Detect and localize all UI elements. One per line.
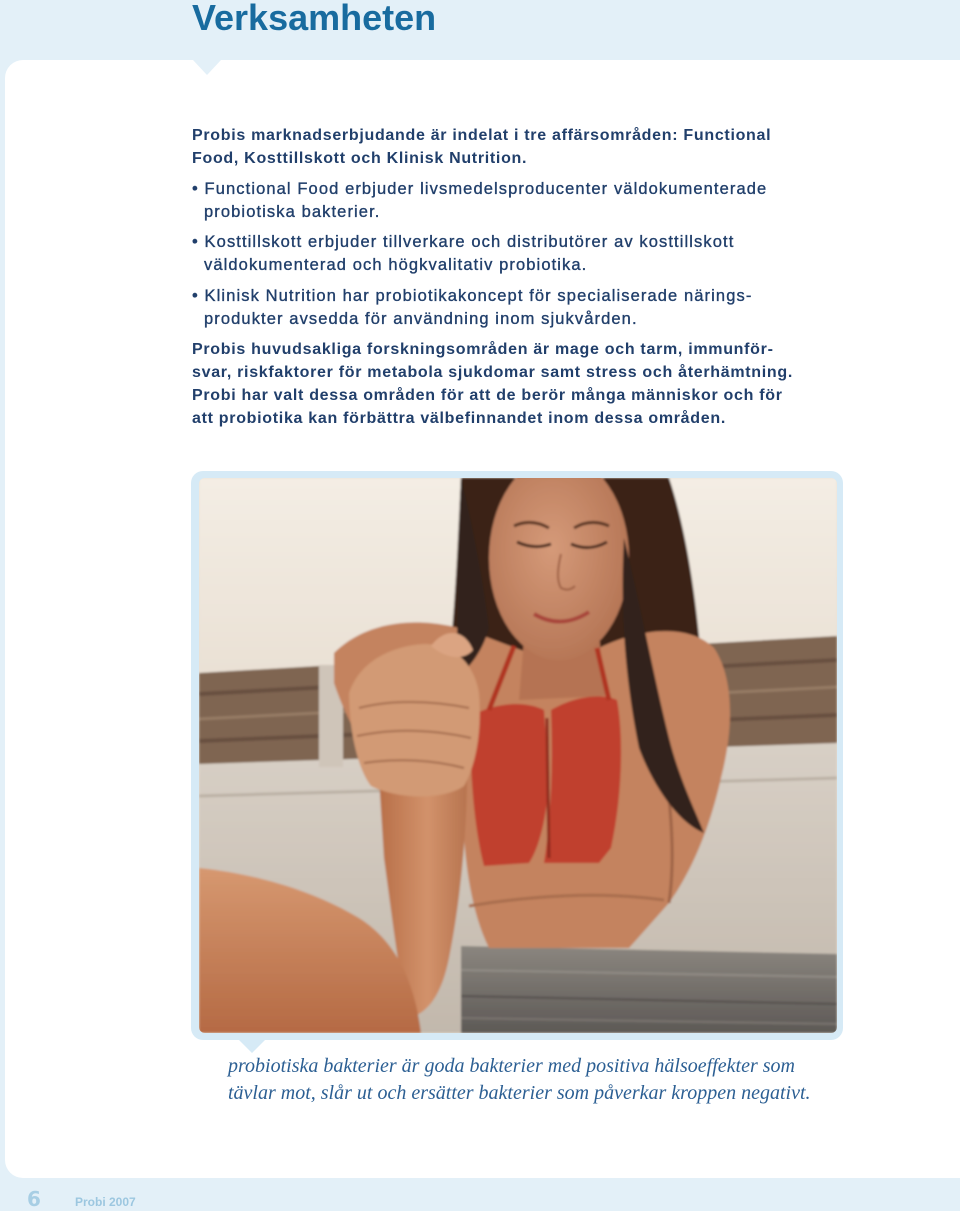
photo-table [461, 946, 837, 1033]
research-paragraph [192, 338, 793, 430]
page-number: 6 [27, 1187, 41, 1211]
text-line: svar, riskfaktorer för metabola sjukdomar samt stress och återhämtning. [192, 364, 794, 381]
text-line: produkter avsedda för användning inom sjukvården. [204, 309, 638, 328]
intro-paragraph [192, 124, 793, 170]
text-line: Probis huvudsakliga forskningsområden är mage och tarm, immunför- [192, 341, 774, 358]
caption-line: tävlar mot, slår ut och ersätter bakterier som påverkar kroppen negativt. [228, 1082, 811, 1104]
text-line: väldokumenterad och högkvalitativ probiotika. [204, 256, 588, 274]
body-text [192, 124, 793, 438]
caption-line: probiotiska bakterier är goda bakterier med positiva hälsoeffekter som [228, 1055, 795, 1077]
text-line: att probiotika kan förbättra välbefinnandet inom dessa områden. [192, 410, 726, 427]
panel-notch [193, 60, 221, 75]
text-line: • Functional Food erbjuder livsmedelsproducenter väldokumenterade [192, 179, 768, 198]
photo [199, 478, 837, 1033]
photo-frame-tail [239, 1040, 265, 1053]
text-line: Food, Kosttillskott och Klinisk Nutrition. [192, 150, 528, 167]
text-line: probiotiska bakterier. [204, 202, 381, 221]
bullet-item-functional-food [192, 178, 793, 224]
text-line: • Klinisk Nutrition har probiotikakoncept för specialiserade närings- [192, 286, 753, 305]
text-line: Probis marknadserbjudande är indelat i tre affärsområden: Functional [192, 127, 772, 144]
text-line: • Kosttillskott erbjuder tillverkare och distributörer av kosttillskott [192, 233, 735, 251]
text-line: Probi har valt dessa områden för att de berör många människor och för [192, 387, 783, 404]
footer-publication: Probi 2007 [75, 1195, 136, 1209]
bullet-item-kosttillskott [192, 231, 793, 277]
bullet-item-klinisk-nutrition [192, 285, 793, 331]
page-title: Verksamheten [192, 0, 437, 38]
photo-image [199, 478, 837, 1033]
photo-caption [228, 1053, 811, 1107]
